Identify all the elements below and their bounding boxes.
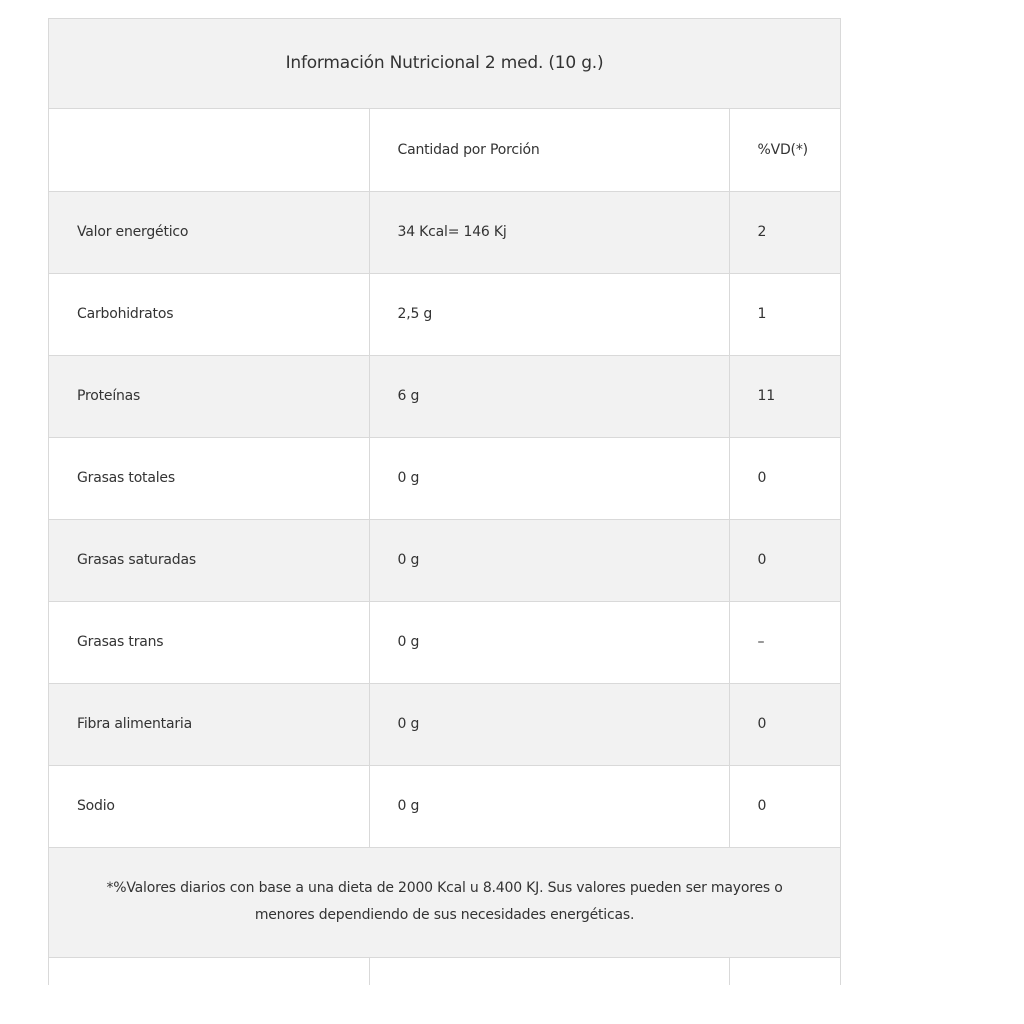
header-nutrient [49,108,369,191]
nutrient-amount: 0 g [369,683,729,765]
nutrient-dv: 1 [729,273,840,355]
table-row [49,355,840,437]
nutrient-name: Fibra alimentaria [49,683,369,765]
nutrition-table [49,19,840,985]
nutrient-dv: 0 [729,683,840,765]
footnote: *%Valores diarios con base a una dieta de 2000 Kcal u 8.400 KJ. Sus valores pueden ser mayores o menores dependiendo de sus necesidades energéticas. [49,847,840,957]
header-dv: %VD(*) [729,108,840,191]
footnote-row [49,847,840,957]
table-row [49,191,840,273]
nutrition-table-container [48,18,841,985]
nutrient-name: Grasas trans [49,601,369,683]
nutrient-name: Grasas totales [49,437,369,519]
nutrient-name: Valor energético [49,191,369,273]
table-title-row [49,19,840,108]
table-title: Información Nutricional 2 med. (10 g.) [49,19,840,108]
nutrient-dv: 0 [729,765,840,847]
nutrient-amount: 0 g [369,437,729,519]
nutrient-dv: 2 [729,191,840,273]
header-amount: Cantidad por Porción [369,108,729,191]
table-row [49,683,840,765]
nutrient-dv: 0 [729,519,840,601]
nutrient-name: Grasas saturadas [49,519,369,601]
table-row [49,765,840,847]
nutrient-amount: 0 g [369,519,729,601]
nutrient-name: Sodio [49,765,369,847]
nutrient-amount: 6 g [369,355,729,437]
nutrient-amount: 0 g [369,765,729,847]
table-row [49,519,840,601]
empty-cell [369,957,729,985]
nutrient-amount: 0 g [369,601,729,683]
nutrient-dv: – [729,601,840,683]
nutrient-dv: 0 [729,437,840,519]
nutrient-dv: 11 [729,355,840,437]
empty-row [49,957,840,985]
table-row [49,437,840,519]
table-header-row [49,108,840,191]
nutrient-name: Proteínas [49,355,369,437]
empty-cell [729,957,840,985]
empty-cell [49,957,369,985]
nutrient-amount: 34 Kcal= 146 Kj [369,191,729,273]
nutrient-name: Carbohidratos [49,273,369,355]
table-row [49,601,840,683]
table-row [49,273,840,355]
nutrient-amount: 2,5 g [369,273,729,355]
